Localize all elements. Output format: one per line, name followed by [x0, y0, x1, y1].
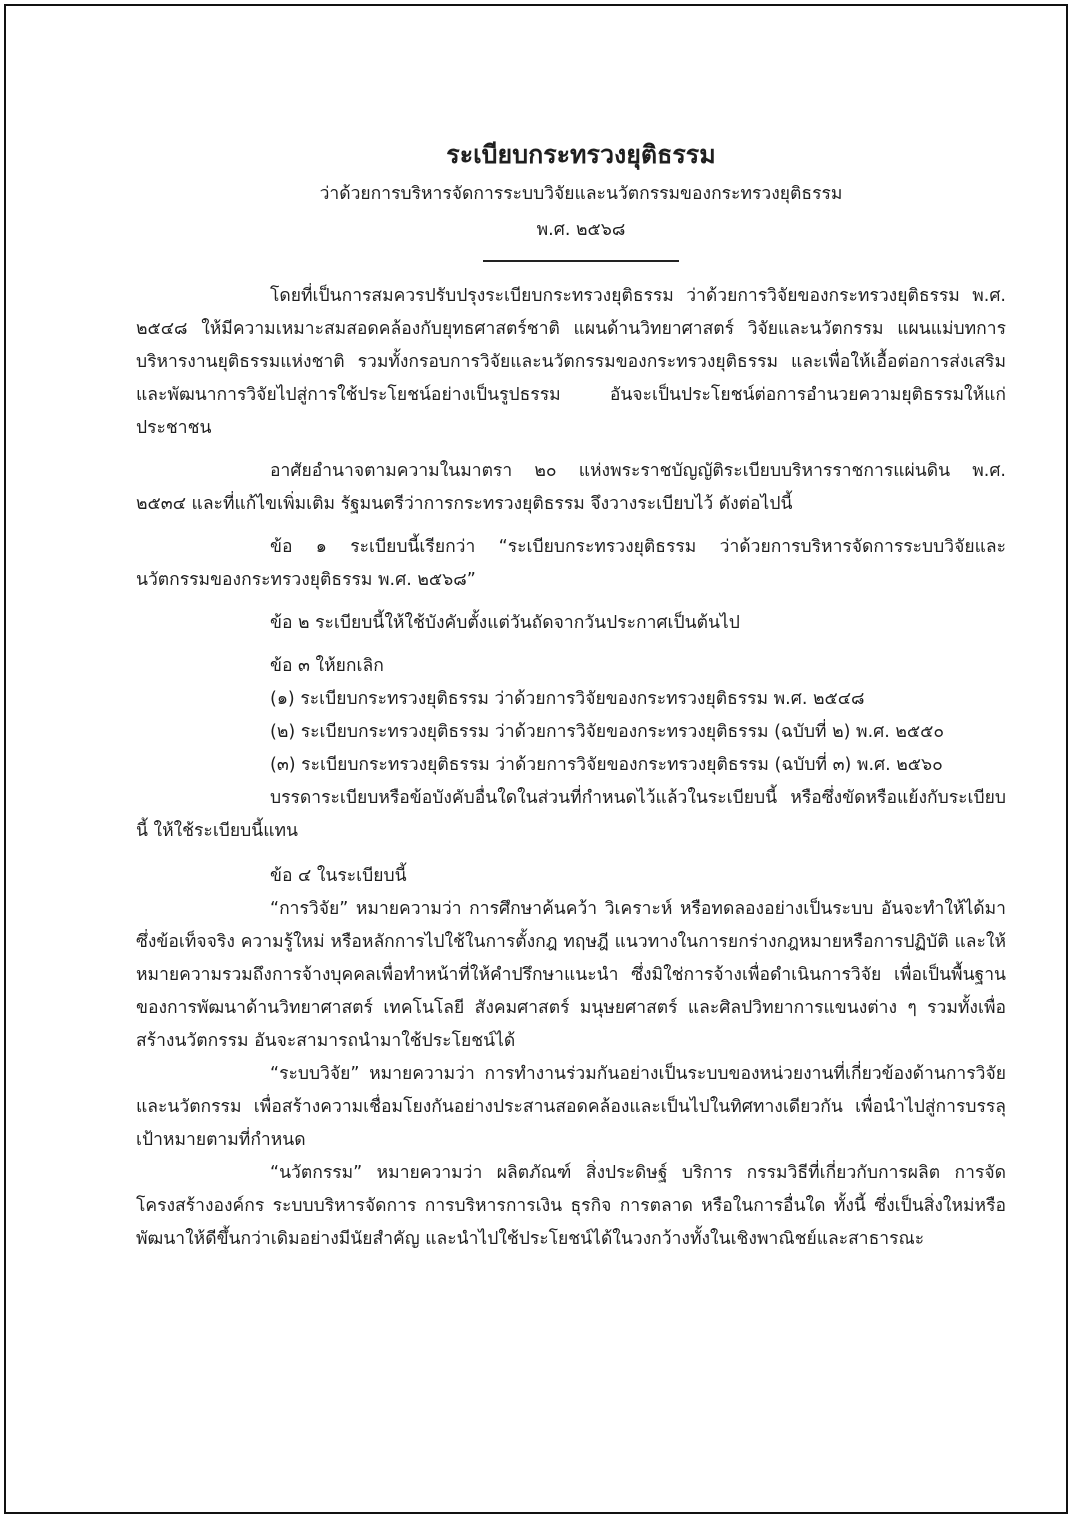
clause-2: ข้อ ๒ ระเบียบนี้ให้ใช้บังคับตั้งแต่วันถัดจากวันประกาศเป็นต้นไป [270, 613, 740, 633]
preamble-paragraph: โดยที่เป็นการสมควรปรับปรุงระเบียบกระทรวงยุติธรรม ว่าด้วยการวิจัยของกระทรวงยุติธรรม พ.ศ. ๒๕๔๘ ให้มีความเหมาะสมสอดคล้องกับยุทธศาสตร์ชาติ แผนด้านวิทยาศาสตร์ วิจัยและนวัตกรรม แผนแม่บทการบริหารงานยุติธรรมแห่งชาติ รวมทั้งกรอบการวิจัยและนวัตกรรมของกระทรวงยุติธรรม และเพื่อให้เอื้อต่อการส่งเสริมและพัฒนาการวิจัยไปสู่การใช้ประโยชน์อย่างเป็นรูปธรรม อันจะเป็นประโยชน์ต่อการอำนวยความยุติธรรมให้แก่ประชาชน [136, 286, 1006, 438]
clause-3-item-1: (๑) ระเบียบกระทรวงยุติธรรม ว่าด้วยการวิจัยของกระทรวงยุติธรรม พ.ศ. ๒๕๔๘ [270, 689, 865, 709]
clause-3: ข้อ ๓ ให้ยกเลิก [270, 656, 384, 676]
authority-paragraph: อาศัยอำนาจตามความในมาตรา ๒๐ แห่งพระราชบัญญัติระเบียบบริหารราชการแผ่นดิน พ.ศ. ๒๕๓๔ และที่แก้ไขเพิ่มเติม รัฐมนตรีว่าการกระทรวงยุติธรรม จึงวางระเบียบไว้ ดังต่อไปนี้ [136, 461, 1006, 514]
page-frame [4, 4, 1068, 1514]
title-divider [483, 260, 679, 262]
clause-3-item-2: (๒) ระเบียบกระทรวงยุติธรรม ว่าด้วยการวิจัยของกระทรวงยุติธรรม (ฉบับที่ ๒) พ.ศ. ๒๕๕๐ [270, 722, 945, 742]
clause-3-tail: บรรดาระเบียบหรือข้อบังคับอื่นใดในส่วนที่กำหนดไว้แล้วในระเบียบนี้ หรือซึ่งขัดหรือแย้งกับระเบียบนี้ ให้ใช้ระเบียบนี้แทน [136, 788, 1006, 841]
document-page [136, 134, 1006, 1256]
clause-4: ข้อ ๔ ในระเบียบนี้ [270, 866, 407, 886]
clause-1: ข้อ ๑ ระเบียบนี้เรียกว่า “ระเบียบกระทรวงยุติธรรม ว่าด้วยการบริหารจัดการระบบวิจัยและนวัตกรรมของกระทรวงยุติธรรม พ.ศ. ๒๕๖๘” [136, 537, 1006, 590]
document-year: พ.ศ. ๒๕๖๘ [536, 220, 626, 240]
definition-innovation: “นวัตกรรม” หมายความว่า ผลิตภัณฑ์ สิ่งประดิษฐ์ บริการ กรรมวิธีที่เกี่ยวกับการผลิต การจัดโครงสร้างองค์กร ระบบบริหารจัดการ การบริหารการเงิน ธุรกิจ การตลาด หรือในการอื่นใด ทั้งนี้ ซึ่งเป็นสิ่งใหม่หรือพัฒนาให้ดีขึ้นกว่าเดิมอย่างมีนัยสำคัญ และนำไปใช้ประโยชน์ได้ในวงกว้างทั้งในเชิงพาณิชย์และสาธารณะ [136, 1163, 1006, 1249]
clause-3-item-3: (๓) ระเบียบกระทรวงยุติธรรม ว่าด้วยการวิจัยของกระทรวงยุติธรรม (ฉบับที่ ๓) พ.ศ. ๒๕๖๐ [270, 755, 943, 775]
definition-research-system: “ระบบวิจัย” หมายความว่า การทำงานร่วมกันอย่างเป็นระบบของหน่วยงานที่เกี่ยวข้องด้านการวิจัยและนวัตกรรม เพื่อสร้างความเชื่อมโยงกันอย่างประสานสอดคล้องและเป็นไปในทิศทางเดียวกัน เพื่อนำไปสู่การบรรลุเป้าหมายตามที่กำหนด [136, 1064, 1006, 1150]
definition-research: “การวิจัย” หมายความว่า การศึกษาค้นคว้า วิเคราะห์ หรือทดลองอย่างเป็นระบบ อันจะทำให้ได้มาซึ่งข้อเท็จจริง ความรู้ใหม่ หรือหลักการไปใช้ในการตั้งกฎ ทฤษฎี แนวทางในการยกร่างกฎหมายหรือการปฏิบัติ และให้หมายความรวมถึงการจ้างบุคคลเพื่อทำหน้าที่ให้คำปรึกษาแนะนำ ซึ่งมิใช่การจ้างเพื่อดำเนินการวิจัย เพื่อเป็นพื้นฐานของการพัฒนาด้านวิทยาศาสตร์ เทคโนโลยี สังคมศาสตร์ มนุษยศาสตร์ และศิลปวิทยาการแขนงต่าง ๆ รวมทั้งเพื่อสร้างนวัตกรรม อันจะสามารถนำมาใช้ประโยชน์ได้ [136, 899, 1006, 1051]
document-subtitle: ว่าด้วยการบริหารจัดการระบบวิจัยและนวัตกรรมของกระทรวงยุติธรรม [319, 184, 843, 204]
document-title: ระเบียบกระทรวงยุติธรรม [446, 140, 716, 169]
